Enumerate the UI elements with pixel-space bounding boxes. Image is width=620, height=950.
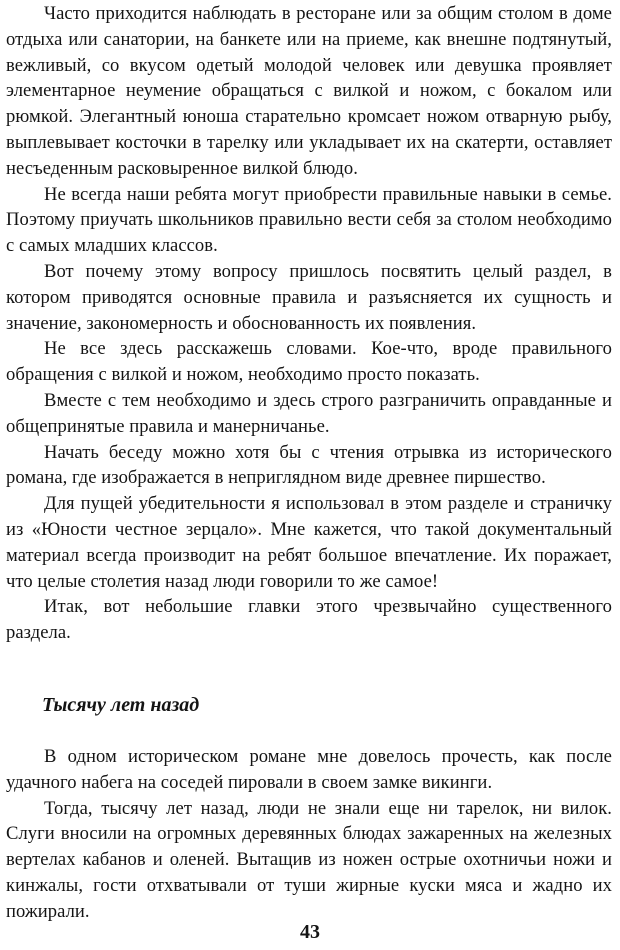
paragraph: Начать беседу можно хотя бы с чтения отрывка из исторического романа, где изображается в неприглядном виде древнее пиршество. (6, 441, 612, 489)
section-heading: Тысячу лет назад (42, 694, 200, 716)
page-number: 43 (300, 921, 320, 943)
intro-text (6, 1, 612, 646)
paragraph: Итак, вот небольшие главки этого чрезвычайно существенного раздела. (6, 596, 612, 644)
paragraph: Вот почему этому вопросу пришлось посвятить целый раздел, в котором приводятся основные правила и разъясняется их сущность и значение, закономерность и обоснованность их появления. (6, 260, 612, 334)
paragraph: В одном историческом романе мне довелось прочесть, как после удачного набега на соседей пировали в своем замке викинги. (6, 746, 612, 793)
paragraph: Не все здесь расскажешь словами. Кое-что, вроде правильного обращения с вилкой и ножом, необходимо просто показать. (6, 338, 612, 386)
paragraph: Тогда, тысячу лет назад, люди не знали еще ни тарелок, ни вилок. Слуги вносили на огромных деревянных блюдах зажаренных на железных вертелах кабанов и оленей. Вытащив из ножен острые охотничьи ножи и кинжалы, гости отхватывали от туши жирные куски мяса и жадно их пожирали. (6, 797, 612, 922)
paragraph: Часто приходится наблюдать в ресторане или за общим столом в доме отдыха или санатории, на банкете или на приеме, как внешне подтянутый, вежливый, со вкусом одетый молодой человек или девушка проявляет элементарное неумение обращаться с вилкой и ножом, с бокалом или рюмкой. Элегантный юноша старательно кромсает ножом отварную рыбу, выплевывает косточки в тарелку или укладывает их на скатерти, оставляет несъеденным расковыренное вилкой блюдо. (6, 3, 612, 179)
paragraph: Для пущей убедительности я использовал в этом разделе и страничку из «Юности честное зерцало». Мне кажется, что такой документальный материал всегда производит на ребят большое впечатление. Их поражает, что целые столетия назад люди говорили то же самое! (6, 493, 612, 592)
paragraph: Не всегда наши ребята могут приобрести правильные навыки в семье. Поэтому приучать школьников правильно вести себя за столом необходимо с самых младших классов. (6, 183, 612, 257)
paragraph: Вместе с тем необходимо и здесь строго разграничить оправданные и общепринятые правила и манерничанье. (6, 389, 612, 437)
section-text (6, 744, 612, 925)
